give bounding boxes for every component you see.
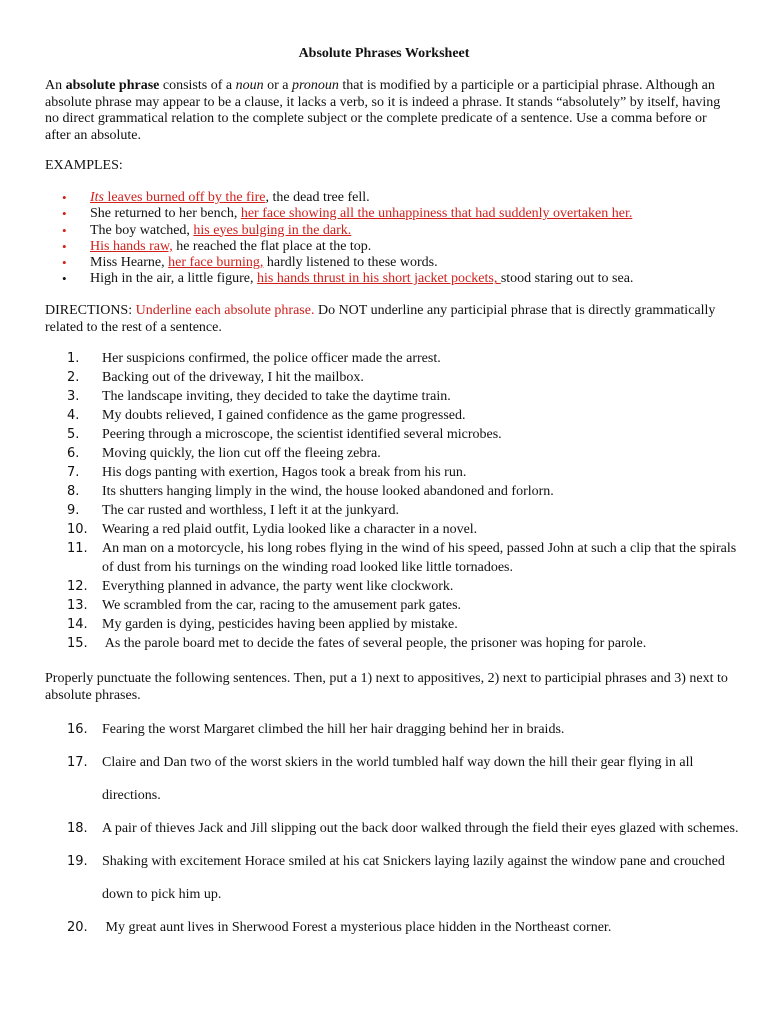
sentence-text: Her suspicions confirmed, the police officer made the arrest. (102, 351, 441, 366)
sentence-number: 7. (67, 465, 80, 480)
sentence-text: My doubts relieved, I gained confidence as the game progressed. (102, 408, 466, 423)
sentence-text: Peering through a microscope, the scientist identified several microbes. (102, 427, 502, 442)
bullet-icon: • (62, 222, 67, 238)
intro-term: absolute phrase (65, 78, 160, 93)
intro-text-4: that is modified by a participle or a participial phrase. Although an absolute phrase may appear to be a clause, it lacks a verb, so it is indeed a phrase. It stands “absolutely” by itself, having no direct grammatical relation to the complete subject or the complete predicate of a sentence. Use a comma before or after an absolute. (45, 78, 721, 143)
example-post: stood staring out to sea. (500, 271, 634, 287)
intro-text-2: consists of a (159, 78, 236, 93)
sentence-text: Backing out of the driveway, I hit the mailbox. (102, 370, 364, 385)
sentence-number: 9. (67, 503, 80, 518)
sentence-number: 13. (67, 598, 88, 613)
sentence-text: Moving quickly, the lion cut off the fleeing zebra. (102, 446, 381, 461)
example-pre: High in the air, a little figure, (90, 271, 258, 287)
sentence-text-continued: of dust from his turnings on the winding road looked like little tornadoes. (102, 560, 513, 575)
example-item (62, 190, 742, 206)
example-item (62, 239, 742, 255)
example-absolute: His hands raw, (90, 238, 173, 254)
sentence-text: An man on a motorcycle, his long robes flying in the wind of his speed, passed John at such a clip that the spirals (102, 541, 737, 556)
example-item (62, 206, 742, 222)
example-pre: She returned to her bench, (90, 206, 241, 222)
sentence-number: 6. (67, 446, 80, 461)
sentence-text: We scrambled from the car, racing to the amusement park gates. (102, 598, 462, 613)
example-absolute: his hands thrust in his short jacket pockets, (257, 271, 501, 287)
bullet-icon: • (62, 190, 67, 205)
sentence-text: Wearing a red plaid outfit, Lydia looked like a character in a novel. (102, 522, 478, 537)
sentence-number: 14. (67, 617, 88, 632)
punctuate-instructions: Properly punctuate the following sentences. Then, put a 1) next to appositives, 2) next to participial phrases and 3) next to absolute phrases. (45, 671, 728, 703)
exercise-text: Shaking with excitement Horace smiled at his cat Snickers laying lazily against the window pane and crouched (102, 854, 725, 869)
example-abs-text: leaves burned off by the fire (104, 190, 266, 205)
sentence-text: The landscape inviting, they decided to take the daytime train. (102, 389, 451, 404)
example-pre: The boy watched, (90, 222, 194, 238)
sentence-number: 3. (67, 389, 80, 404)
sentence-text: Everything planned in advance, the party went like clockwork. (102, 579, 454, 594)
example-absolute: her face showing all the unhappiness that had suddenly overtaken her. (240, 206, 633, 222)
example-item (62, 223, 742, 239)
exercise-text: Fearing the worst Margaret climbed the hill her hair dragging behind her in braids. (102, 722, 565, 737)
sentence-number: 8. (67, 484, 80, 499)
examples-heading: EXAMPLES: (45, 158, 123, 173)
example-item (62, 271, 742, 287)
exercise-number: 19. (67, 854, 88, 869)
intro-paragraph (45, 78, 735, 144)
directions-label: DIRECTIONS: (45, 303, 136, 318)
bullet-icon: • (62, 255, 67, 271)
page-title: Absolute Phrases Worksheet (298, 46, 470, 61)
sentence-number: 15. (67, 636, 88, 651)
bullet-icon: • (62, 238, 67, 254)
sentence-number: 4. (67, 408, 80, 423)
exercise-text-continued: down to pick him up. (102, 887, 222, 902)
example-absolute: her face burning, (168, 255, 264, 271)
directions-red: Underline each absolute phrase. (135, 303, 315, 318)
example-post: he reached the flat place at the top. (172, 238, 372, 254)
bullet-icon: • (62, 271, 67, 287)
sentence-text: The car rusted and worthless, I left it at the junkyard. (102, 503, 400, 518)
example-item (62, 255, 742, 271)
intro-text-3: or a (263, 78, 292, 93)
sentence-number: 11. (67, 541, 88, 556)
intro-pronoun: pronoun (291, 78, 339, 93)
example-post: hardly listened to these words. (263, 255, 438, 271)
examples-list (62, 190, 742, 288)
example-italic: Its (90, 190, 104, 205)
example-absolute (90, 190, 265, 205)
sentence-number: 5. (67, 427, 80, 442)
exercise-number: 16. (67, 722, 88, 737)
example-absolute: his eyes bulging in the dark. (193, 222, 352, 238)
bullet-icon: • (62, 206, 67, 222)
example-post: , the dead tree fell. (265, 190, 370, 205)
sentence-number: 12. (67, 579, 88, 594)
sentence-number: 10. (67, 522, 88, 537)
sentence-text: His dogs panting with exertion, Hagos took a break from his run. (102, 465, 467, 480)
example-pre: Miss Hearne, (90, 255, 169, 271)
exercise-text: Claire and Dan two of the worst skiers in the world tumbled half way down the hill their gear flying in all (102, 755, 694, 770)
sentence-text: As the parole board met to decide the fates of several people, the prisoner was hoping for parole. (102, 636, 647, 651)
intro-noun: noun (235, 78, 264, 93)
exercise-text: My great aunt lives in Sherwood Forest a mysterious place hidden in the Northeast corner. (102, 920, 612, 935)
exercise-number: 17. (67, 755, 88, 770)
sentence-text: Its shutters hanging limply in the wind, the house looked abandoned and forlorn. (102, 484, 554, 499)
exercise-number: 20. (67, 920, 88, 935)
directions-paragraph (45, 303, 735, 336)
sentence-text: My garden is dying, pesticides having been applied by mistake. (102, 617, 458, 632)
sentence-number: 2. (67, 370, 80, 385)
directions-rest: Do NOT underline any participial phrase that is directly grammatically related to the rest of a sentence. (45, 303, 716, 335)
exercise-text-continued: directions. (102, 788, 161, 803)
exercise-text: A pair of thieves Jack and Jill slipping out the back door walked through the field their eyes glazed with schemes. (102, 821, 739, 836)
sentence-number: 1. (67, 351, 80, 366)
intro-text-1: An (45, 78, 66, 93)
exercise-number: 18. (67, 821, 88, 836)
